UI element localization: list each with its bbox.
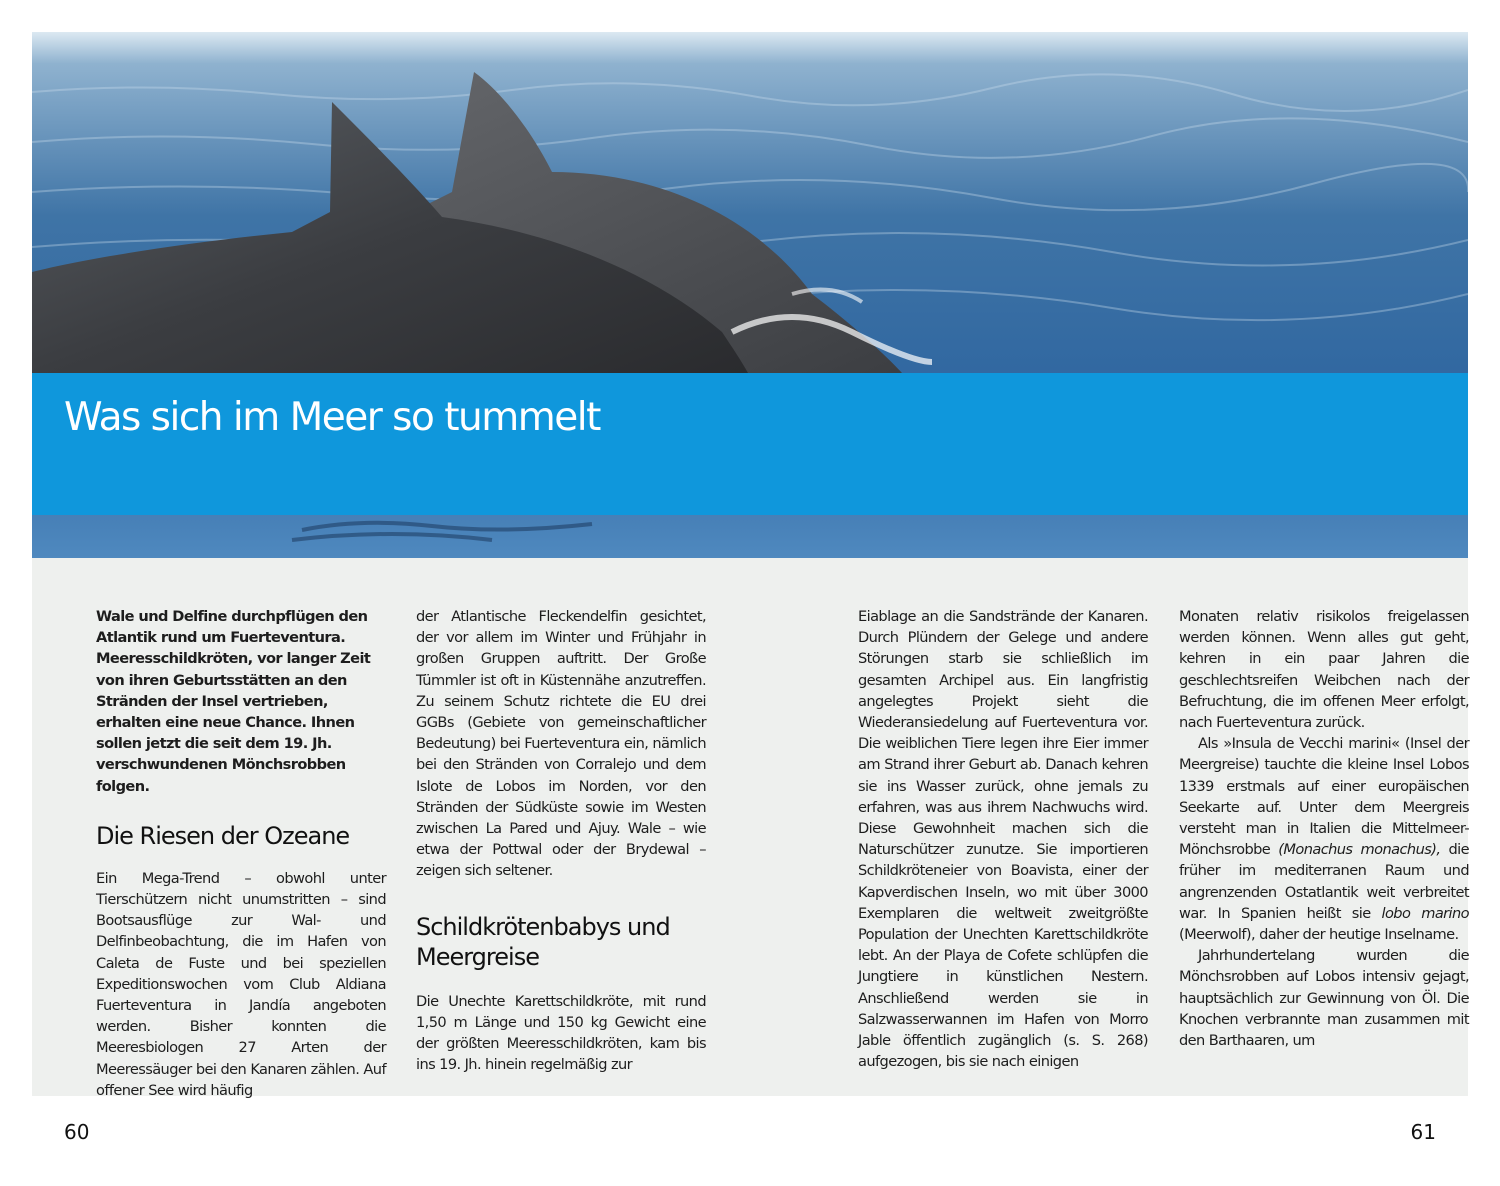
italic-species-name: (Monachus monachus), [1278, 841, 1441, 859]
title-band [32, 373, 1468, 515]
body-paragraph: der Atlantische Fleckendelfin gesichtet, der vor allem im Winter und Frühjahr in großen Gruppen auftritt. Der Große Tümmler ist oft in Küstennähe anzutreffen. Zu seinem Schutz richtete die EU drei GGBs (Gebiete von gemeinschaftlicher Bedeutung) bei Fuerteventura ein, nämlich bei den Stränden von Corralejo und dem Islote de Lobos im Norden, vor den Stränden der Südküste sowie im Westen zwischen La Pared und Ajuy. Wale – wie etwa der Pottwal oder der Brydewal – zeigen sich seltener. [416, 608, 706, 880]
text-run: (Meerwolf), daher der heutige Inselname. [1179, 926, 1459, 944]
column-3 [858, 606, 1148, 1072]
body-paragraph [1179, 733, 1469, 945]
column-4 [1179, 606, 1469, 1051]
body-paragraph: Ein Mega-Trend – obwohl unter Tierschützern nicht unumstritten – sind Bootsausflüge zur Wal- und Delfinbeobachtung, die im Hafen von Caleta de Fuste und bei speziellen Expeditionswochen vom Club Aldiana Fuerteventura in Jandía angeboten werden. Bisher konnten die Meeresbiologen 27 Arten der Meeressäuger bei den Kanaren zählen. Auf offener See wird häufig [96, 869, 386, 1099]
page-number-right: 61 [1410, 1120, 1436, 1144]
book-spread [32, 32, 1469, 1099]
column-1 [96, 606, 386, 1101]
body-paragraph: Eiablage an die Sandstrände der Kanaren. Durch Plündern der Gelege und andere Störungen starb sie schließlich im gesamten Archipel aus. Ein langfristig angelegtes Projekt sieht die Wiederansiedelung auf Fuerteventura vor. Die weiblichen Tiere legen ihre Eier immer am Strand ihrer Geburt ab. Danach kehren sie ins Wasser zurück, ohne jemals zu erfahren, was aus ihrem Nachwuchs wird. Diese Gewohnheit machen sich die Naturschützer zunutze. Sie importieren Schildkröteneier von Boavista, einer der Kapverdischen Inseln, wo mit über 3000 Exemplaren die weltweit zweitgrößte Population der Unechten Karettschildkröte lebt. An der Playa de Cofete schlüpfen die Jungtiere in künstlichen Nestern. Anschließend werden sie in Salzwasserwannen im Hafen von Morro Jable öffentlich zugänglich (s. S. 268) aufgezogen, bis sie nach einigen [858, 608, 1148, 1071]
intro-paragraph: Wale und Delfine durchpflügen den Atlantik rund um Fuerteventura. Meeresschildkröten, vor langer Zeit von ihren Geburtsstätten an den Stränden der Insel vertrieben, erhalten eine neue Chance. Ihnen sollen jetzt die seit dem 19. Jh. verschwundenen Mönchsrobben folgen. [96, 608, 371, 795]
body-paragraph: Monaten relativ risikolos freigelassen werden können. Wenn alles gut geht, kehren in ein paar Jahren die geschlechtsreifen Weibchen nach der Befruchtung, die im offenen Meer erfolgt, nach Fuerteventura zurück. [1179, 608, 1469, 732]
italic-local-name: lobo marino [1381, 904, 1469, 922]
text-run: die früher im mediterranen Raum und angrenzenden Ostatlantik weit verbreitet war. In Spanien heißt sie [1179, 841, 1469, 922]
page-number-left: 60 [64, 1120, 90, 1144]
section-heading-riesen: Die Riesen der Ozeane [96, 821, 350, 850]
page-title: Was sich im Meer so tummelt [64, 395, 600, 440]
body-paragraph: Jahrhundertelang wurden die Mönchsrobben auf Lobos intensiv gejagt, hauptsächlich zur Gewinnung von Öl. Die Knochen verbrannte man zusammen mit den Barthaaren, um [1179, 947, 1469, 1050]
body-paragraph: Die Unechte Karettschildkröte, mit rund 1,50 m Länge und 150 kg Gewicht eine der größten Meeresschildkröten, kam bis ins 19. Jh. hinein regelmäßig zur [416, 992, 706, 1074]
column-2 [416, 606, 706, 1075]
section-heading-schildkroeten: Schildkrötenbabys und Meergreise [416, 912, 670, 971]
text-run: Als »Insula de Vecchi marini« (Insel der Meergreise) tauchte die kleine Insel Lobos 1339 erstmals auf einer europäischen Seekarte auf. Unter dem Meergreis versteht man in Italien die Mittelmeer-Mönchsrobbe [1179, 735, 1469, 859]
